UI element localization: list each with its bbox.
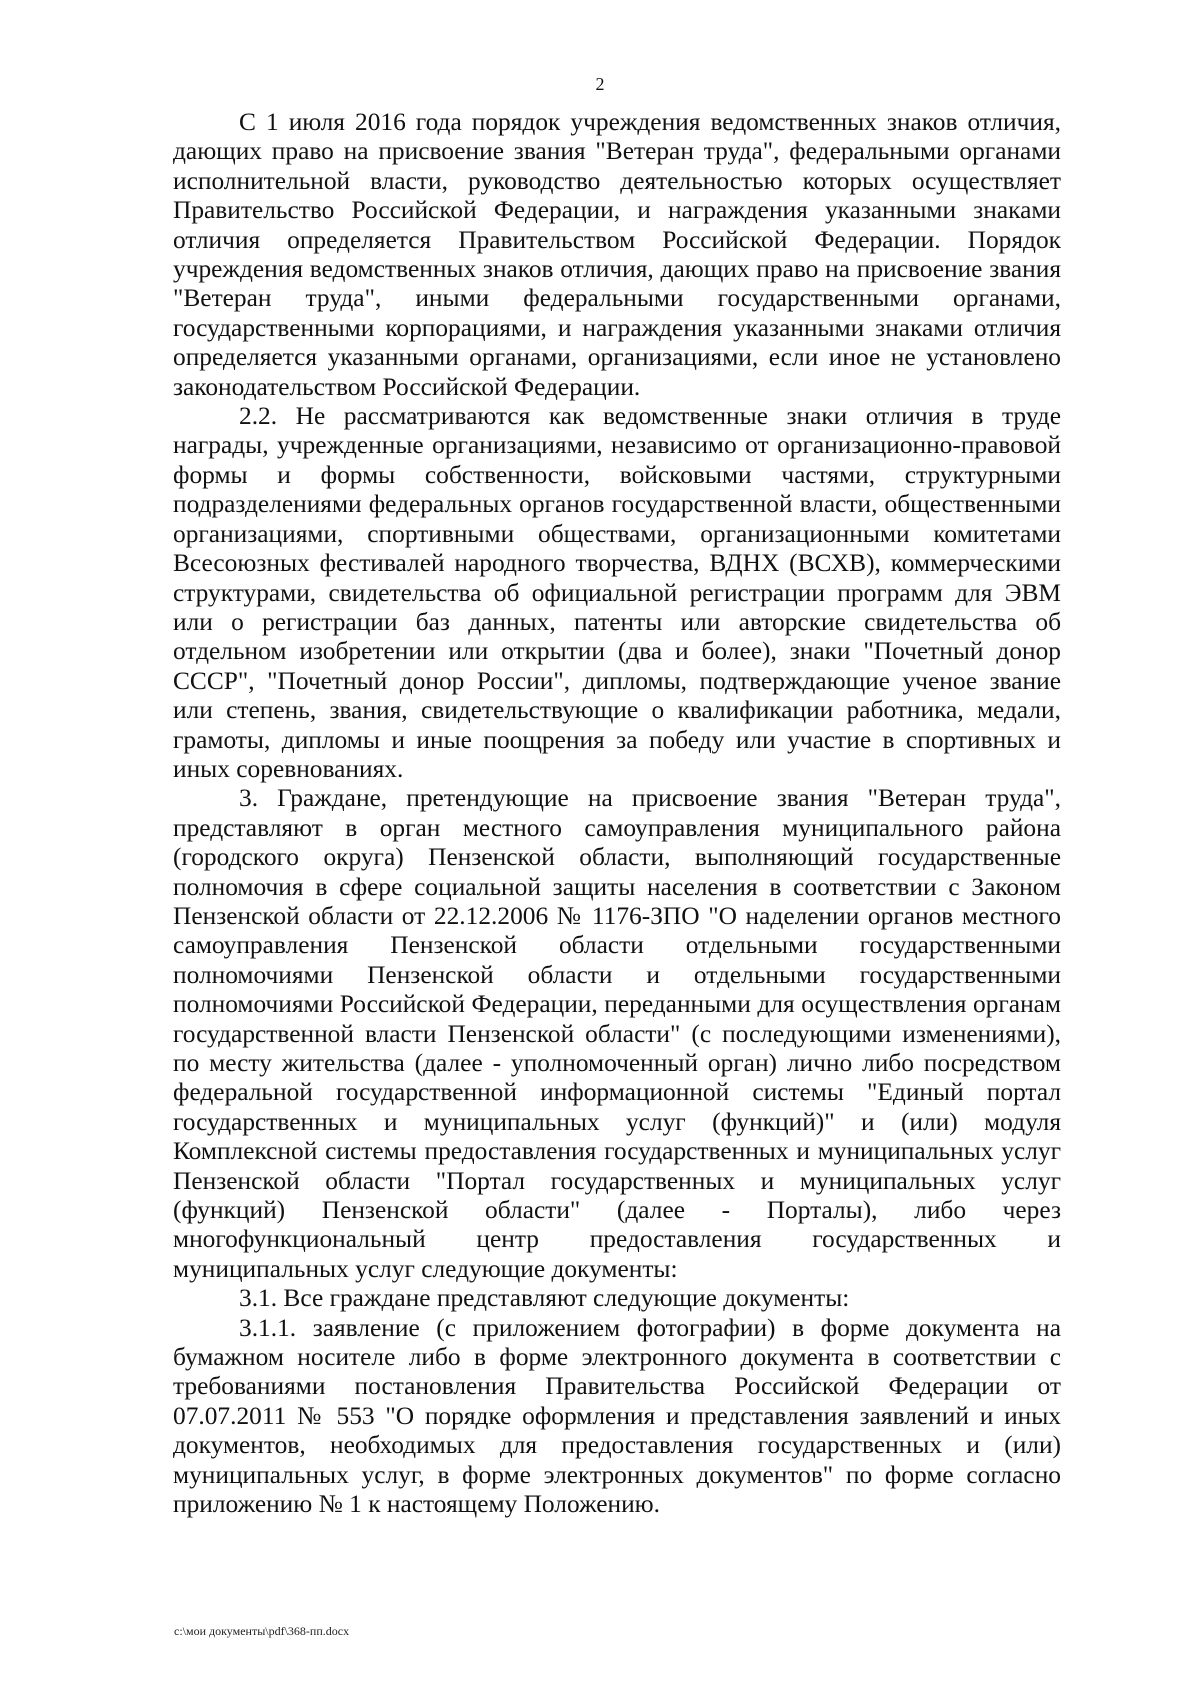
paragraph-2-2: 2.2. Не рассматриваются как ведомственные знаки отличия в труде награды, учрежденные организациями, независимо от организационно-правовой формы и формы собственности, войсковыми частями, структурными подразделениями федеральных органов государственной власти, общественными организациями, спортивными обществами, организационными комитетами Всесоюзных фестивалей народного творчества, ВДНХ (ВСХВ), коммерческими структурами, свидетельства об официальной регистрации программ для ЭВМ или о регистрации баз данных, патенты или авторские свидетельства об отдельном изобретении или открытии (два и более), знаки "Почетный донор СССР", "Почетный донор России", дипломы, подтверждающие ученое звание или степень, звания, свидетельствующие о квалификации работника, медали, грамоты, дипломы и иные поощрения за победу или участие в спортивных и иных соревнованиях. (173, 402, 1061, 783)
document-body (173, 108, 1061, 1520)
paragraph-3-1-1: 3.1.1. заявление (с приложением фотографии) в форме документа на бумажном носителе либо в форме электронного документа в соответствии с требованиями постановления Правительства Российской Федерации от 07.07.2011 № 553 "О порядке оформления и представления заявлений и иных документов, необходимых для предоставления государственных и (или) муниципальных услуг, в форме электронных документов" по форме согласно приложению № 1 к настоящему Положению. (173, 1313, 1061, 1519)
footer-file-path: c:\мои документы\pdf\368-пп.docx (174, 1624, 350, 1638)
paragraph-veteran-badges-procedure: С 1 июля 2016 года порядок учреждения ведомственных знаков отличия, дающих право на присвоение звания "Ветеран труда", федеральными органами исполнительной власти, руководство деятельностью которых осуществляет Правительство Российской Федерации, и награждения указанными знаками отличия определяется Правительством Российской Федерации. Порядок учреждения ведомственных знаков отличия, дающих право на присвоение звания "Ветеран труда", иными федеральными государственными органами, государственными корпорациями, и награждения указанными знаками отличия определяется указанными органами, организациями, если иное не установлено законодательством Российской Федерации. (173, 108, 1061, 401)
paragraph-3: 3. Граждане, претендующие на присвоение звания "Ветеран труда", представляют в орган местного самоуправления муниципального района (городского округа) Пензенской области, выполняющий государственные полномочия в сфере социальной защиты населения в соответствии с Законом Пензенской области от 22.12.2006 № 1176-ЗПО "О наделении органов местного самоуправления Пензенской области отдельными государственными полномочиями Пензенской области и отдельными государственными полномочиями Российской Федерации, переданными для осуществления органам государственной власти Пензенской области" (с последующими изменениями), по месту жительства (далее - уполномоченный орган) лично либо посредством федеральной государственной информационной системы "Единый портал государственных и муниципальных услуг (функций)" и (или) модуля Комплексной системы предоставления государственных и муниципальных услуг Пензенской области "Портал государственных и муниципальных услуг (функций) Пензенской области" (далее - Порталы), либо через многофункциональный центр предоставления государственных и муниципальных услуг следующие документы: (173, 784, 1061, 1283)
paragraph-3-1: 3.1. Все граждане представляют следующие документы: (239, 1284, 850, 1313)
page-number: 2 (595, 74, 605, 94)
